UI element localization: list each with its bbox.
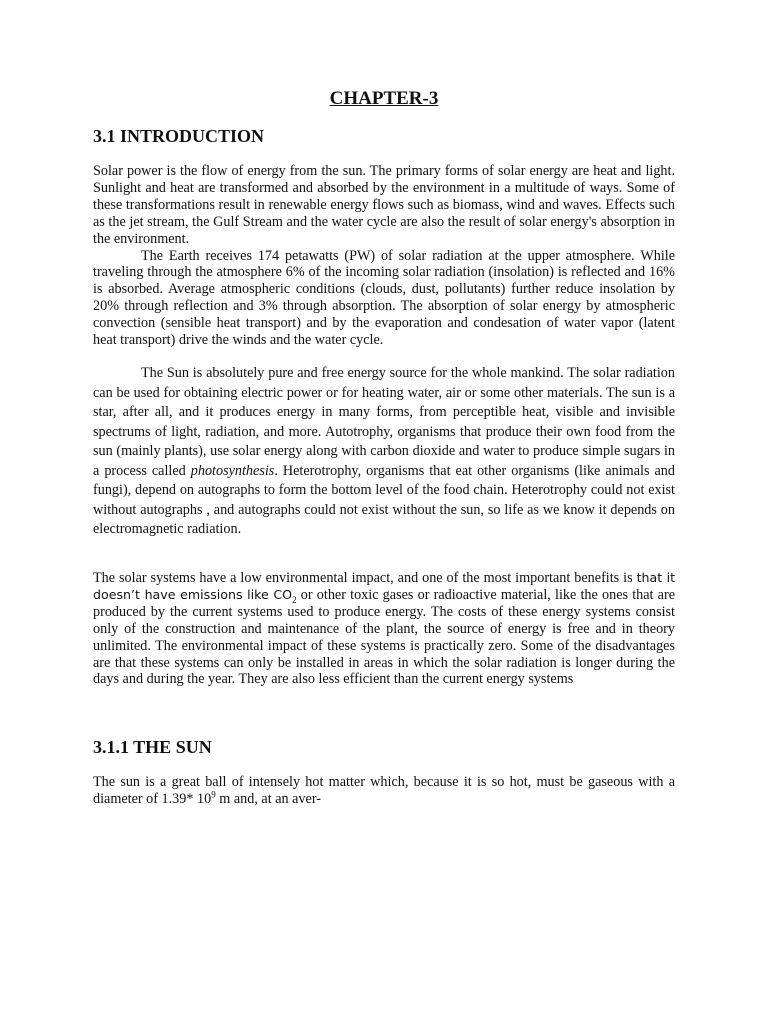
paragraph-text: m and, at an aver- (215, 790, 321, 807)
co2-subscript: 2 (292, 594, 297, 605)
paragraph-text: The Sun is absolutely pure and free energy source for the whole mankind. The solar radiation can be used for obtaining electric power or for heating water, air or some other materials. The sun is a star, after all, and it produces energy in many forms, from perceptible heat, visible and invisible spectrums of light, radiation, and more. Autotrophy, organisms that produce their own food from the sun (mainly plants), use solar energy along with carbon dioxide and water to produce simple sugars in a process called (93, 365, 675, 479)
intro-paragraph-group (93, 163, 675, 349)
exponent-superscript: 9 (211, 789, 216, 800)
section-heading-the-sun: 3.1.1 THE SUN (93, 737, 212, 757)
paragraph-text: . Heterotrophy, organisms that eat other organisms (like animals and fungi), depend on autographs to form the bottom level of the food chain. Heterotrophy could not exist without autographs , and autographs could not exist without the sun, so life as we know it depends on electromagnetic radiation. (93, 462, 675, 537)
paragraph-sun-pure-energy (93, 364, 675, 540)
paragraph-text: or other toxic gases or radioactive material, like the ones that are produced by the current systems used to produce energy. The costs of these energy systems consist only of the construction and maintenance of the plant, the source of energy is free and in theory unlimited. The environmental impact of these systems is practically zero. Some of the disadvantages are that these systems can only be installed in areas in which the solar radiation is longer during the days and during the year. They are also less efficient than the current energy systems (93, 586, 675, 688)
paragraph-solar-power: Solar power is the flow of energy from the sun. The primary forms of solar energy are heat and light. Sunlight and heat are transformed and absorbed by the environment in a multitude of ways. Some of these transformations result in renewable energy flows such as biomass, wind and waves. Effects such as the jet stream, the Gulf Stream and the water cycle are also the result of solar energy's absorption in the environment. (93, 163, 675, 247)
chapter-title: CHAPTER-3 (329, 88, 439, 109)
paragraph-the-sun (93, 774, 675, 808)
paragraph-text: The solar systems have a low environmental impact, and one of the most important benefits is (93, 570, 637, 586)
paragraph-solar-systems (93, 570, 675, 688)
paragraph-text: The sun is a great ball of intensely hot matter which, because it is so hot, must be gaseous with a diameter of 1.39* 10 (93, 774, 675, 807)
photosynthesis-term: photosynthesis (190, 462, 275, 479)
section-heading-introduction: 3.1 INTRODUCTION (93, 126, 265, 146)
paragraph-text-sans: that it doesn’t have emissions like CO (93, 570, 676, 602)
paragraph-earth-receives: The Earth receives 174 petawatts (PW) of solar radiation at the upper atmosphere. While traveling through the atmosphere 6% of the incoming solar radiation (insolation) is reflected and 16% is absorbed. Average atmospheric conditions (clouds, dust, pollutants) further reduce insolation by 20% through reflection and 3% through absorption. The absorption of solar energy by atmospheric convection (sensible heat transport) and by the evaporation and condesation of water vapor (latent heat transport) drive the winds and the water cycle. (93, 247, 675, 349)
